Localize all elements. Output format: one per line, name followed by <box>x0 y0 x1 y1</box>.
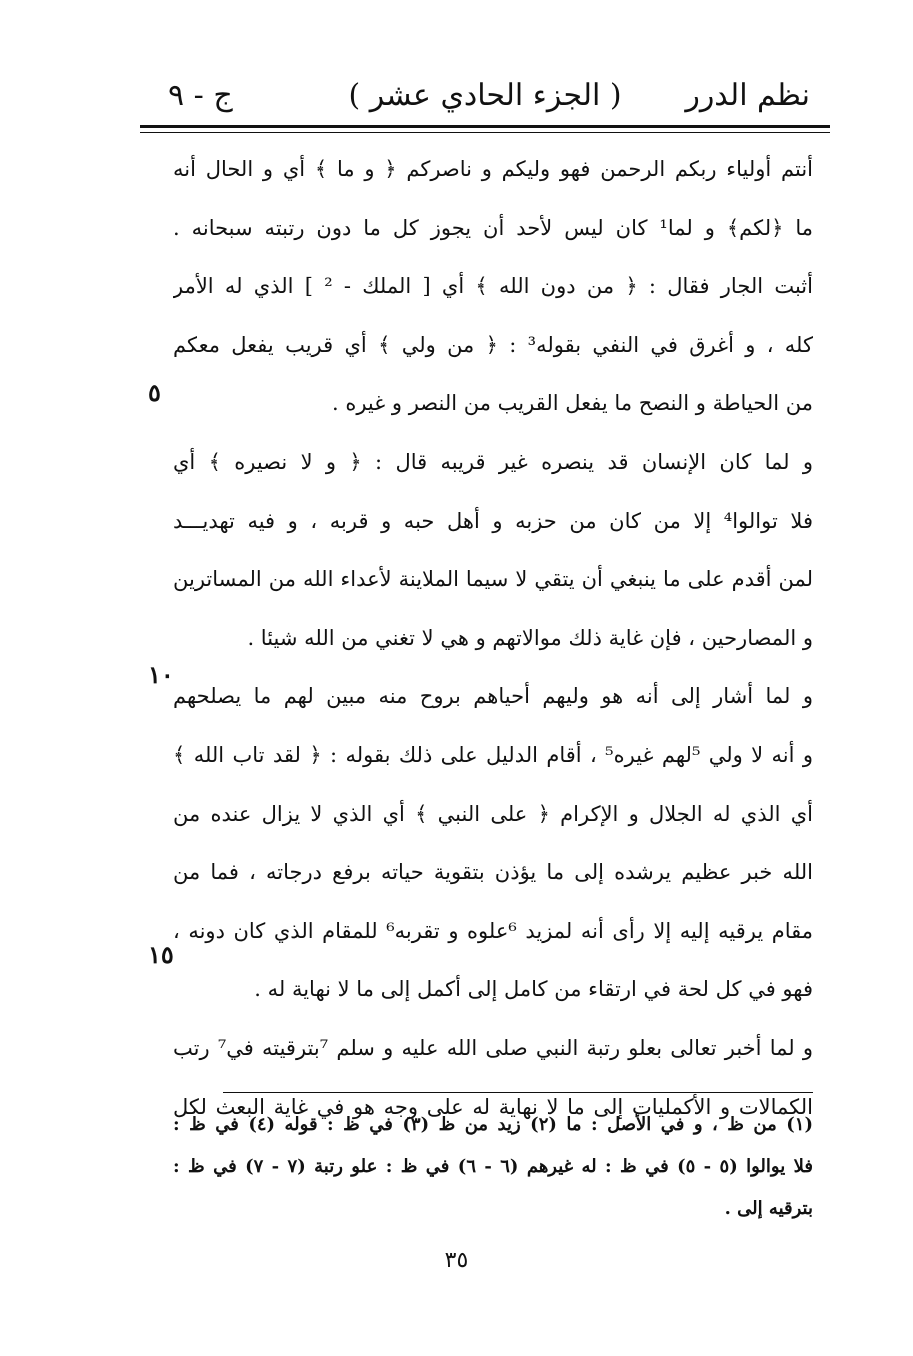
text-line: كله ، و أغرق في النفي بقوله³ : ﴿ من ولي ﴾ أي قريب يفعل معكم <box>173 332 813 357</box>
book-title: نظم الدرر <box>685 78 810 113</box>
footnote-line: فلا يوالوا (٥ - ٥) في ظ : له غيرهم (٦ - ٦) في ظ : علو رتبة (٧ - ٧) في ظ : <box>173 1156 813 1177</box>
text-line: من الحياطة و النصح ما يفعل القريب من النصر و غيره . <box>331 391 813 416</box>
text-line: فلا توالوا⁴ إلا من كان من حزبه و أهل حبه و قربه ، و فيه تهديـــد <box>173 508 813 533</box>
footnotes <box>173 1104 813 1230</box>
text-line: ما ﴿لكم﴾ و لما¹ كان ليس لأحد أن يجوز كل ما دون رتبته سبحانه . <box>173 215 813 240</box>
header-rule-thin <box>140 132 830 133</box>
text-line: أي الذي له الجلال و الإكرام ﴿ على النبي ﴾ أي الذي لا يزال عنده من <box>173 801 813 826</box>
text-line: و لما كان الإنسان قد ينصره غير قريبه قال : ﴿ و لا نصيره ﴾ أي <box>173 449 813 474</box>
text-line: و أنه لا ولي ⁵لهم غيره⁵ ، أقام الدليل على ذلك بقوله : ﴿ لقد تاب الله ﴾ <box>173 742 813 767</box>
footnote-line: بترقيه إلى . <box>724 1198 813 1219</box>
text-line: الله خبر عظيم يرشده إلى ما يؤذن بتقوية حياته برفع درجاته ، فما من <box>173 860 813 885</box>
line-number-15: ١٥ <box>148 940 174 969</box>
text-line: فهو في كل لحة في ارتقاء من كامل إلى أكمل إلى ما لا نهاية له . <box>254 977 813 1002</box>
line-number-5: ٥ <box>148 378 161 407</box>
page-number: ٣٥ <box>444 1248 469 1273</box>
text-line: الكمالات و الأكمليات إلى ما لا نهاية له على وجه هو في غاية البعث لكل <box>173 1094 813 1119</box>
volume-label: ج - ٩ <box>168 78 233 113</box>
line-number-10: ١٠ <box>148 660 174 689</box>
header-rule-thick <box>140 125 830 128</box>
text-line: لمن أقدم على ما ينبغي أن يتقي لا سيما الملاينة لأعداء الله من المساترين <box>173 567 813 592</box>
part-title: ( الجزء الحادي عشر ) <box>348 78 622 113</box>
main-text <box>173 140 813 1136</box>
footnote-line: (١) من ظ ، و في الأصل : ما (٢) زيد من ظ (٣) في ظ : قوله (٤) في ظ : <box>173 1114 813 1135</box>
footnote-rule <box>223 1092 813 1093</box>
text-line: و المصارحين ، فإن غاية ذلك موالاتهم و هي لا تغني من الله شيئا . <box>247 625 813 650</box>
text-line: أثبت الجار فقال : ﴿ من دون الله ﴾ أي [ الملك - ² ] الذي له الأمر <box>173 274 813 299</box>
text-line: و لما أشار إلى أنه هو وليهم أحياهم بروح منه مبين لهم ما يصلحهم <box>173 684 813 709</box>
running-header <box>140 70 830 120</box>
text-line: أنتم أولياء ربكم الرحمن فهو وليكم و ناصركم ﴿ و ما ﴾ أي و الحال أنه <box>173 157 813 181</box>
text-line: و لما أخبر تعالى بعلو رتبة النبي صلى الله عليه و سلم ⁷بترقيته في⁷ رتب <box>173 1035 813 1060</box>
text-line: مقام يرقيه إليه إلا رأى أنه لمزيد ⁶علوه و تقربه⁶ للمقام الذي كان دونه ، <box>173 918 813 943</box>
